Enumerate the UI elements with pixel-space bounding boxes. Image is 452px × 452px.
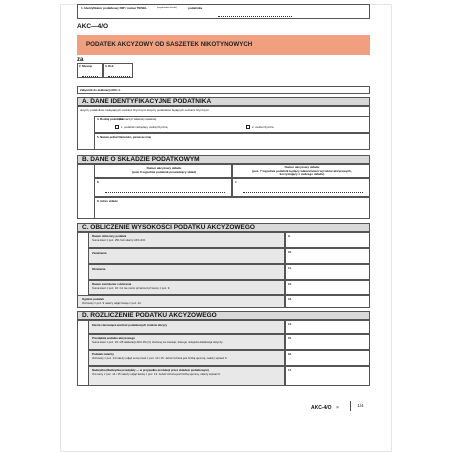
nip-digit-line (218, 13, 292, 17)
row9-hint: Suma kwot z poz. 251 formularzy AKC-4/O. (92, 238, 146, 242)
section-b-header: B. DANE O SKŁADZIE PODATKOWYM (77, 155, 370, 164)
settle-row-value[interactable] (285, 320, 370, 334)
field6-label: 6. (97, 180, 100, 184)
row15-num: 15. (288, 336, 292, 340)
row13-hint: Od kwoty z poz. 9 należy odjąć kwotę z poz. 12. (82, 301, 142, 305)
row17-hint: Od sumy z poz. 14 i 15 należy odjąć kwotę z poz. 13. Jeżeli różnica jest liczbą ujemną, należy wpisać 0. (92, 372, 221, 376)
taxpayer-type-field[interactable] (94, 116, 370, 133)
field7-line (243, 189, 363, 193)
section-d-header: D. ROZLICZENIE PODATKU AKCYZOWEGO (77, 311, 370, 320)
row15-label: Przedpłata podatku akcyzowego (92, 336, 136, 340)
field5-rest: / Nazwisko, pierwsze imię (117, 135, 152, 139)
row9-num: 9. (288, 234, 291, 238)
row12-num: 12. (288, 282, 292, 286)
field6-input[interactable] (94, 178, 232, 197)
row12-label: Razem zwolnienia i obniżenia (92, 282, 132, 286)
year-label: 3. Rok (105, 64, 114, 68)
calc-row-value[interactable] (285, 280, 370, 295)
settle-row-label (88, 334, 285, 350)
calc-row-value[interactable] (285, 295, 370, 308)
option-1-label: 1. podatnik niebędący osobą fizyczną (121, 125, 168, 129)
row13-num: 13. (288, 297, 292, 301)
attachment-note: Załącznik do deklaracji AKC-4. (80, 88, 121, 92)
form-title: PODATEK AKCYZOWY OD SASZETEK NIKOTYNOWYCH (77, 35, 370, 55)
footer-form-id: AKC-4/O (311, 405, 332, 411)
row13-label: Ogółem podatek (82, 297, 104, 301)
calc-row-value[interactable] (285, 232, 370, 248)
attachment-note-row (77, 86, 370, 94)
month-label: 2. Miesiąc (79, 64, 93, 68)
calc-row-value[interactable] (285, 248, 370, 264)
settle-row-value[interactable] (285, 350, 370, 366)
settle-row-label (88, 320, 285, 334)
section-b-col2-header (232, 164, 370, 178)
field4-hint: (zaznaczyć właściwy kwadrat) (119, 117, 157, 121)
settle-row-label (88, 366, 285, 386)
nip-suffix: podatnika (188, 6, 203, 10)
field6-line (105, 189, 225, 193)
col2-sub2: korzystający z cudzego składu) (279, 172, 325, 176)
field4-label: 4. Rodzaj podatnika (97, 117, 124, 121)
option-2-label: 2. osoba fizyczna (252, 125, 274, 129)
col2-title: Numer akcyzowy składu (284, 165, 320, 169)
checkbox-option-2[interactable] (246, 125, 250, 129)
za-label: za (77, 57, 84, 63)
col1-sub: (pole 6 wypełnia podatnik prowadzący skład) (131, 170, 196, 174)
row14-num: 14. (288, 322, 292, 326)
calc-row-value[interactable] (285, 264, 370, 280)
field8-input[interactable] (94, 197, 370, 219)
section-a-scope: dotyczy podatników niebędących osobami fizycznymi dotyczy podatników będących osobami fizycznymi (80, 108, 209, 112)
row17-num: 17. (288, 368, 292, 372)
section-c-header: C. OBLICZENIE WYSOKOŚCI PODATKU AKCYZOWEGO (77, 223, 370, 232)
col2-sub1: (poz. 7 wypełnia podatnik będący właścicielem wyrobów akcyzowych, (252, 168, 352, 173)
year-line (108, 73, 130, 77)
section-b-col1-header (94, 164, 232, 178)
col1-title: Numer akcyzowy składu (146, 166, 182, 170)
calc-row-label (88, 280, 285, 295)
field7-label: 7. (235, 180, 238, 184)
field8-label: 8. Adres składu (97, 199, 118, 203)
calc-row-label (88, 232, 285, 248)
month-field[interactable] (77, 63, 103, 78)
row16-num: 16. (288, 352, 292, 356)
checkbox-option-1[interactable] (115, 125, 119, 129)
row12-hint: Suma kwot z poz. 10 i 11 nie może przekroczyć kwoty z poz. 9. (92, 286, 171, 290)
row14-label: Kwota stanowiąca wartość podatkowych znaków akcyzy (92, 323, 168, 327)
nip-label: 1. Identyfikator podatkowy NIP / numer PESEL (81, 6, 147, 10)
month-line (82, 73, 98, 77)
row11-num: 11. (288, 266, 292, 270)
settle-row-value[interactable] (285, 334, 370, 350)
row10-label: Zwolnienia (92, 251, 107, 255)
nip-field[interactable] (77, 4, 370, 19)
footer-form-version: (1) (336, 406, 340, 409)
row16-label: Podatek należny (92, 352, 114, 356)
calc-row-label (88, 248, 285, 264)
row10-num: 10. (288, 250, 292, 254)
settle-row-label (88, 350, 285, 366)
calc-row-label (77, 295, 285, 308)
section-a-header: A. DANE IDENTYFIKACYJNE PODATNIKA (77, 97, 370, 106)
form-code: AKC—4/O (77, 23, 109, 30)
row15-hint: Suma kwot z poz. 23 i 25 deklaracji AKC-PA (C) złożonej za miesiąc, którego niniejsza deklaracja dotyczy. (92, 340, 224, 344)
footer-page-number: 1/4 (350, 401, 370, 411)
row11-label: Obniżenia (92, 267, 106, 271)
nip-footnote: (niepotrzebne skreślić) (157, 6, 178, 9)
field7-input[interactable] (232, 178, 370, 197)
row17-label: Nadwyżka (Nadwyżka przedpłaty — w przypadku produkcji przez składem podatkowym) (92, 368, 209, 372)
full-name-field[interactable] (94, 133, 370, 150)
field5-label: 5. Nazwa pełna (97, 135, 117, 139)
year-field[interactable] (103, 63, 133, 78)
calc-row-label (88, 264, 285, 280)
row16-hint: Od kwoty z poz. 13 należy odjąć sumę kwot z poz. 14 i 15. Jeżeli różnica jest liczbą ujemną, należy wpisać 0. (92, 356, 228, 360)
settle-row-value[interactable] (285, 366, 370, 386)
row9-label: Razem obliczony podatek (92, 234, 127, 238)
